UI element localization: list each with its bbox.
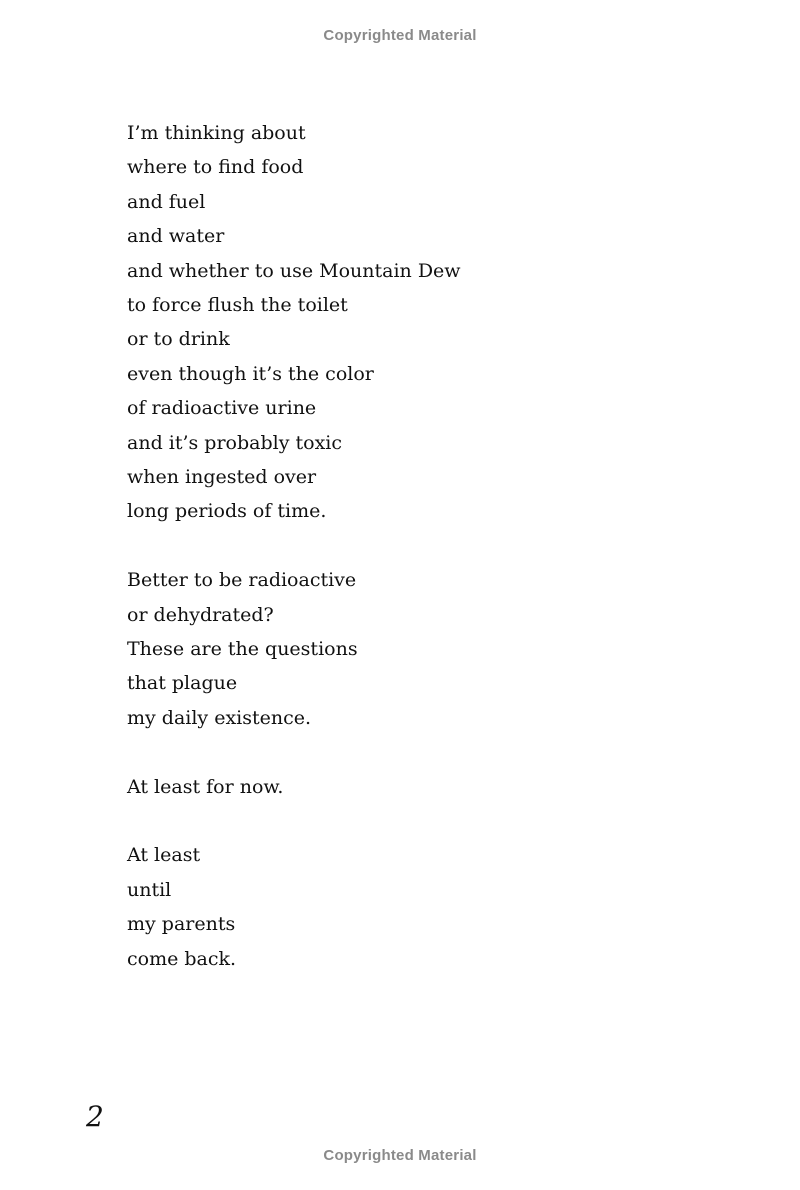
copyright-watermark-bottom: Copyrighted Material	[323, 1147, 477, 1164]
poem-line: Better to be radioactive	[127, 569, 357, 592]
poem-line: and fuel	[127, 190, 206, 213]
poem-line: even though it’s the color	[127, 362, 374, 385]
poem-line: and it’s probably toxic	[127, 431, 343, 454]
poem-line: until	[127, 878, 172, 901]
copyright-watermark-top: Copyrighted Material	[323, 27, 477, 44]
stanza-4	[127, 838, 461, 976]
poem-line: At least for now.	[127, 775, 284, 798]
poem-line: or dehydrated?	[127, 603, 274, 626]
poem-line: long periods of time.	[127, 500, 327, 523]
poem-body	[127, 116, 461, 976]
poem-line: that plague	[127, 672, 238, 695]
poem-line: These are the questions	[127, 638, 358, 661]
poem-line: my parents	[127, 913, 236, 936]
poem-line: and whether to use Mountain Dew	[127, 259, 461, 282]
stanza-1	[127, 116, 461, 529]
poem-line: come back.	[127, 947, 237, 970]
stanza-2	[127, 563, 461, 735]
poem-line: where to find food	[127, 156, 304, 179]
poem-line: or to drink	[127, 328, 230, 351]
poem-line: of radioactive urine	[127, 397, 317, 420]
page-number: 2	[86, 1100, 104, 1133]
poem-line: when ingested over	[127, 466, 317, 489]
poem-line: and water	[127, 225, 225, 248]
poem-line: I’m thinking about	[127, 122, 306, 144]
poem-line: to force flush the toilet	[127, 294, 348, 317]
stanza-3	[127, 770, 461, 804]
poem-line: my daily existence.	[127, 706, 312, 729]
poem-line: At least	[127, 844, 201, 867]
